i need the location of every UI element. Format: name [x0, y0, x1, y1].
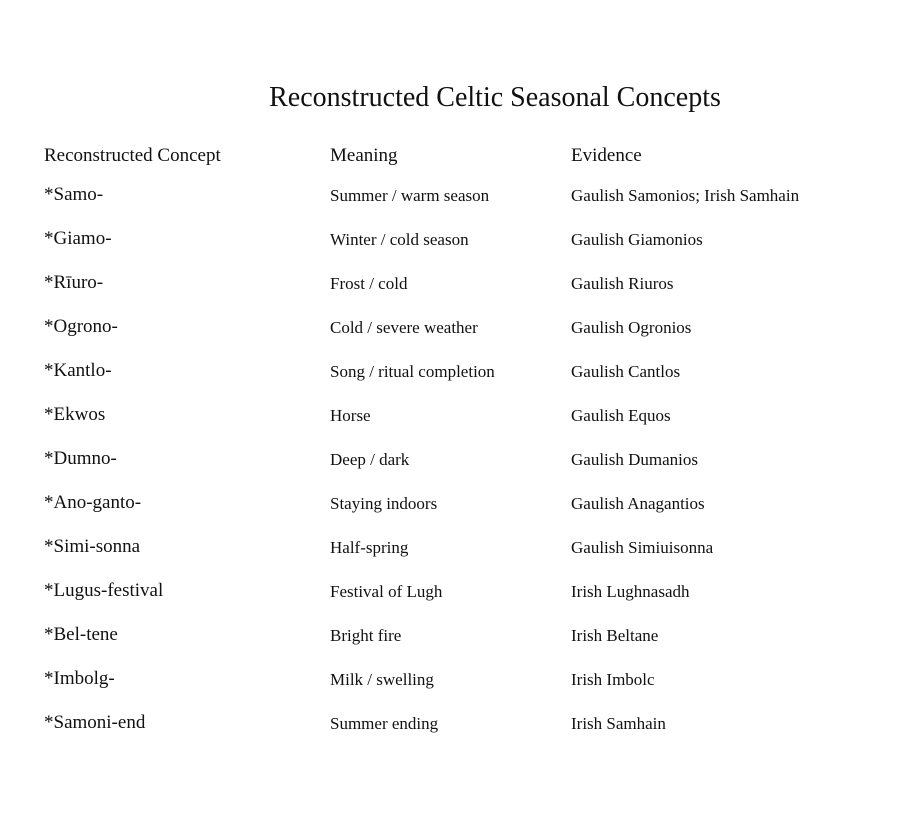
evidence-cell: Gaulish Ogronios	[571, 318, 692, 337]
concept-cell: *Imbolg-	[44, 668, 115, 689]
concept-cell: *Samo-	[44, 184, 104, 205]
evidence-cell: Gaulish Anagantios	[571, 494, 705, 513]
evidence-cell: Gaulish Equos	[571, 406, 671, 425]
meaning-cell: Bright fire	[330, 626, 402, 645]
evidence-cell: Gaulish Giamonios	[571, 230, 703, 249]
concept-cell: *Rīuro-	[44, 272, 104, 293]
evidence-cell: Irish Beltane	[571, 626, 659, 645]
evidence-cell: Gaulish Riuros	[571, 274, 674, 293]
meaning-cell: Song / ritual completion	[330, 362, 495, 381]
header-evidence: Evidence	[571, 145, 642, 166]
concept-cell: *Ano-ganto-	[44, 492, 142, 513]
concept-cell: *Giamo-	[44, 228, 112, 249]
page-title: Reconstructed Celtic Seasonal Concepts	[269, 82, 721, 113]
meaning-cell: Summer ending	[330, 714, 439, 733]
evidence-cell: Gaulish Simiuisonna	[571, 538, 714, 557]
meaning-cell: Half-spring	[330, 538, 409, 557]
meaning-cell: Cold / severe weather	[330, 318, 478, 337]
evidence-cell: Irish Lughnasadh	[571, 582, 690, 601]
concept-cell: *Ogrono-	[44, 316, 118, 337]
concept-cell: *Bel-tene	[44, 624, 118, 645]
concept-cell: *Ekwos	[44, 404, 106, 425]
concept-cell: *Lugus-festival	[44, 580, 164, 601]
evidence-cell: Gaulish Samonios; Irish Samhain	[571, 186, 800, 205]
meaning-cell: Milk / swelling	[330, 670, 434, 689]
header-meaning: Meaning	[330, 145, 398, 166]
meaning-cell: Summer / warm season	[330, 186, 490, 205]
evidence-cell: Irish Imbolc	[571, 670, 655, 689]
meaning-cell: Horse	[330, 406, 371, 425]
meaning-cell: Staying indoors	[330, 494, 438, 513]
evidence-cell: Gaulish Dumanios	[571, 450, 699, 469]
evidence-cell: Irish Samhain	[571, 714, 666, 733]
meaning-cell: Winter / cold season	[330, 230, 469, 249]
concept-cell: *Simi-sonna	[44, 536, 141, 557]
concept-cell: *Dumno-	[44, 448, 117, 469]
meaning-cell: Frost / cold	[330, 274, 408, 293]
meaning-cell: Deep / dark	[330, 450, 410, 469]
evidence-cell: Gaulish Cantlos	[571, 362, 681, 381]
concept-cell: *Kantlo-	[44, 360, 112, 381]
concept-cell: *Samoni-end	[44, 712, 146, 733]
header-concept: Reconstructed Concept	[44, 145, 221, 166]
meaning-cell: Festival of Lugh	[330, 582, 443, 601]
